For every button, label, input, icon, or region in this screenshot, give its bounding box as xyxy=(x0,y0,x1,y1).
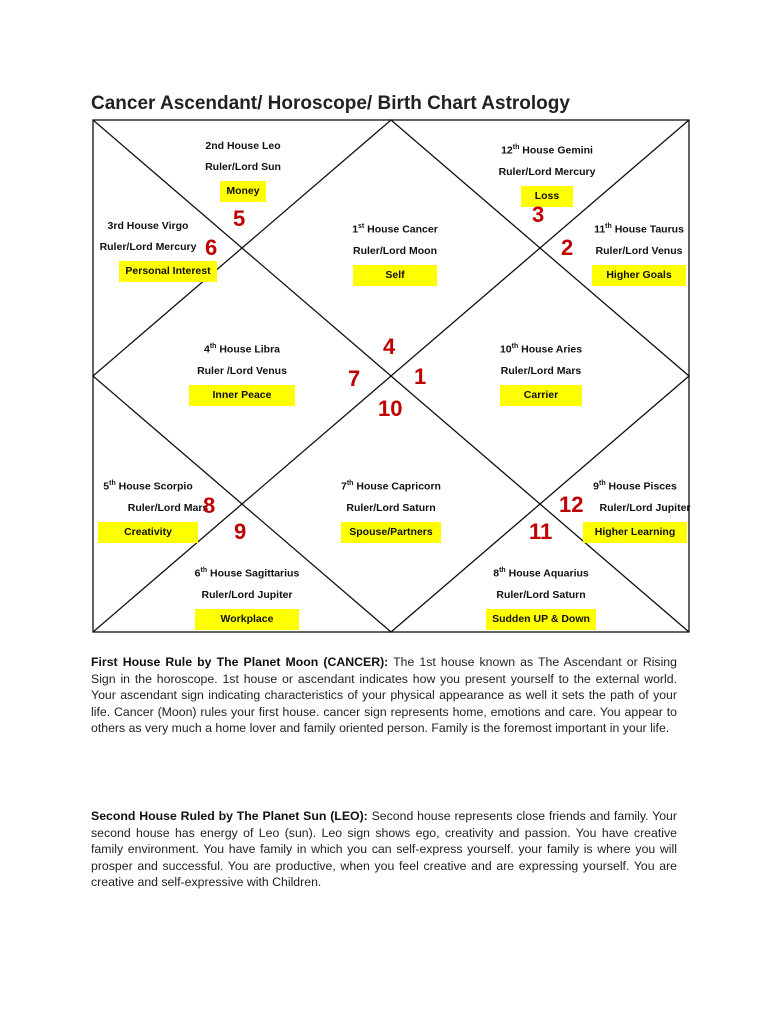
sign-number-11: 11 xyxy=(529,519,553,544)
house-highlight: Creativity xyxy=(98,522,198,543)
house-highlight: Self xyxy=(353,265,436,286)
house-highlight: Carrier xyxy=(500,385,582,406)
house-name: 12th House Gemini xyxy=(501,144,593,157)
house-highlight: Higher Goals xyxy=(592,265,685,286)
house-ruler: Ruler/Lord Jupiter xyxy=(201,588,293,601)
sign-number-6: 6 xyxy=(205,235,218,260)
house-ruler: Ruler/Lord Venus xyxy=(595,244,683,257)
house-ruler: Ruler/Lord Mars xyxy=(127,501,209,514)
house-highlight: Higher Learning xyxy=(583,522,688,543)
paragraph-heading: Second House Ruled by The Planet Sun (LEO): xyxy=(91,809,368,823)
house-name: 4th House Libra xyxy=(203,343,281,356)
house-12 xyxy=(472,141,622,207)
house-name: 6th House Sagittarius xyxy=(194,567,300,580)
house-highlight: Inner Peace xyxy=(189,385,296,406)
sign-number-4: 4 xyxy=(383,334,396,359)
house-name: 2nd House Leo xyxy=(205,140,281,152)
first-house-paragraph xyxy=(91,654,677,737)
house-ruler: Ruler/Lord Saturn xyxy=(496,588,586,601)
house-name: 11th House Taurus xyxy=(594,223,684,236)
house-6 xyxy=(172,564,322,630)
house-ruler: Ruler/Lord Jupiter xyxy=(599,501,691,514)
house-highlight: Sudden UP & Down xyxy=(486,609,596,630)
second-house-paragraph xyxy=(91,808,677,891)
sign-number-1: 1 xyxy=(414,364,427,389)
house-ruler: Ruler/Lord Saturn xyxy=(346,501,436,514)
paragraph-body: The 1st house known as The Ascendant or Rising Sign in the horoscope. 1st house or ascendant indicates how you present yourself to the external world. Your ascendant sign indicating characteristics of your physical appearance as well it sets the path of your life. Cancer (Moon) rules your first house. cancer sign represents home, emotions and care. You appear to others as very much a home lover and family oriented person. Family is the foremost important in your life. xyxy=(91,655,677,735)
house-ruler: Ruler/Lord Mars xyxy=(500,364,582,377)
house-highlight: Loss xyxy=(521,186,574,207)
house-highlight: Personal Interest xyxy=(119,261,216,282)
house-highlight: Workplace xyxy=(195,609,300,630)
paragraph-heading: First House Rule by The Planet Moon (CANCER): xyxy=(91,655,389,669)
sign-number-5: 5 xyxy=(233,206,246,231)
sign-number-10: 10 xyxy=(378,396,403,421)
house-ruler: Ruler/Lord Sun xyxy=(205,161,281,173)
house-ruler: Ruler/Lord Moon xyxy=(353,244,437,257)
house-4 xyxy=(167,340,317,406)
sign-number-12: 12 xyxy=(559,492,584,517)
page-title: Cancer Ascendant/ Horoscope/ Birth Chart Astrology xyxy=(91,93,570,114)
house-11 xyxy=(564,220,714,286)
house-ruler: Ruler /Lord Venus xyxy=(197,364,287,377)
house-8 xyxy=(466,564,616,630)
house-ruler: Ruler/Lord Mercury xyxy=(498,165,596,178)
house-1 xyxy=(320,220,470,286)
house-highlight: Spouse/Partners xyxy=(341,522,440,543)
sign-number-9: 9 xyxy=(234,519,247,544)
sign-number-7: 7 xyxy=(348,366,361,391)
sign-number-3: 3 xyxy=(532,202,545,227)
sign-number-8: 8 xyxy=(203,493,216,518)
house-name: 10th House Aries xyxy=(499,343,583,356)
house-name: 7th House Capricorn xyxy=(341,480,441,493)
house-highlight: Money xyxy=(220,181,265,202)
house-name: 1st House Cancer xyxy=(352,223,438,236)
house-ruler: Ruler/Lord Mercury xyxy=(99,241,197,253)
house-name: 3rd House Virgo xyxy=(107,220,189,232)
paragraph-body: Second house represents close friends and family. Your second house has energy of Leo (sun). Leo sign shows ego, creativity and passion. You have creative family environment. You have family in which you can self-express yourself. your family is where you will prosper and successful. You are productive, when you feel creative and are expressing yourself. You are creative and self-expressive with Children. xyxy=(91,809,677,889)
house-3 xyxy=(73,220,223,282)
house-7 xyxy=(316,477,466,543)
sign-number-2: 2 xyxy=(561,235,574,260)
house-2 xyxy=(168,140,318,202)
house-name: 9th House Pisces xyxy=(593,480,677,493)
house-name: 8th House Aquarius xyxy=(493,567,589,580)
house-name: 5th House Scorpio xyxy=(103,480,193,493)
house-10 xyxy=(466,340,616,406)
house-5 xyxy=(73,477,223,543)
